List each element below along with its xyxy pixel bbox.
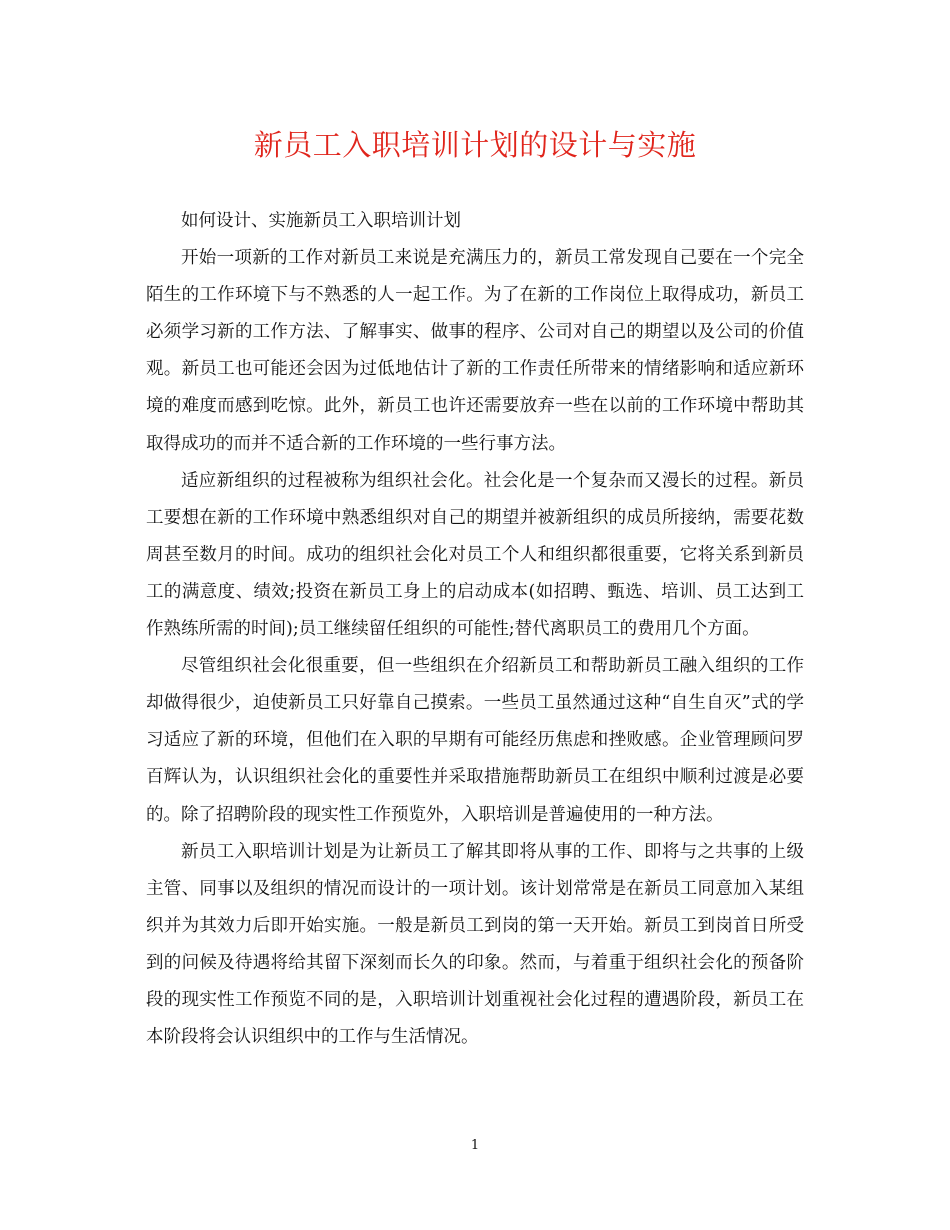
paragraph: 尽管组织社会化很重要，但一些组织在介绍新员工和帮助新员工融入组织的工作却做得很少，迫使新员工只好靠自己摸索。一些员工虽然通过这种“自生自灭”式的学习适应了新的环境，但他们在入职的早期有可能经历焦虑和挫败感。企业管理顾问罗百辉认为，认识组织社会化的重要性并采取措施帮助新员工在组织中顺利过渡是必要的。除了招聘阶段的现实性工作预览外，入职培训是普遍使用的一种方法。 [146,656,804,825]
paragraph: 开始一项新的工作对新员工来说是充满压力的，新员工常发现自己要在一个完全陌生的工作环境下与不熟悉的人一起工作。为了在新的工作岗位上取得成功，新员工必须学习新的工作方法、了解事实、做事的程序、公司对自己的期望以及公司的价值观。新员工也可能还会因为过低地估计了新的工作责任所带来的情绪影响和适应新环境的难度而感到吃惊。此外，新员工也许还需要放弃一些在以前的工作环境中帮助其取得成功的而并不适合新的工作环境的一些行事方法。 [146,248,804,454]
paragraph: 适应新组织的过程被称为组织社会化。社会化是一个复杂而又漫长的过程。新员工要想在新的工作环境中熟悉组织对自己的期望并被新组织的成员所接纳，需要花数周甚至数月的时间。成功的组织社会化对员工个人和组织都很重要，它将关系到新员工的满意度、绩效;投资在新员工身上的启动成本(如招聘、甄选、培训、员工达到工作熟练所需的时间);员工继续留任组织的可能性;替代离职员工的费用几个方面。 [146,470,804,640]
paragraph-subtitle: 如何设计、实施新员工入职培训计划 [181,211,461,231]
document-body [146,203,804,1056]
document-title: 新员工入职培训计划的设计与实施 [253,128,697,162]
page-number: 1 [470,1138,480,1153]
paragraph: 新员工入职培训计划是为让新员工了解其即将从事的工作、即将与之共事的上级主管、同事以及组织的情况而设计的一项计划。该计划常常是在新员工同意加入某组织并为其效力后即开始实施。一般是新员工到岗的第一天开始。新员工到岗首日所受到的问候及待遇将给其留下深刻而长久的印象。然而，与着重于组织社会化的预备阶段的现实性工作预览不同的是，入职培训计划重视社会化过程的遭遇阶段，新员工在本阶段将会认识组织中的工作与生活情况。 [146,841,804,1048]
